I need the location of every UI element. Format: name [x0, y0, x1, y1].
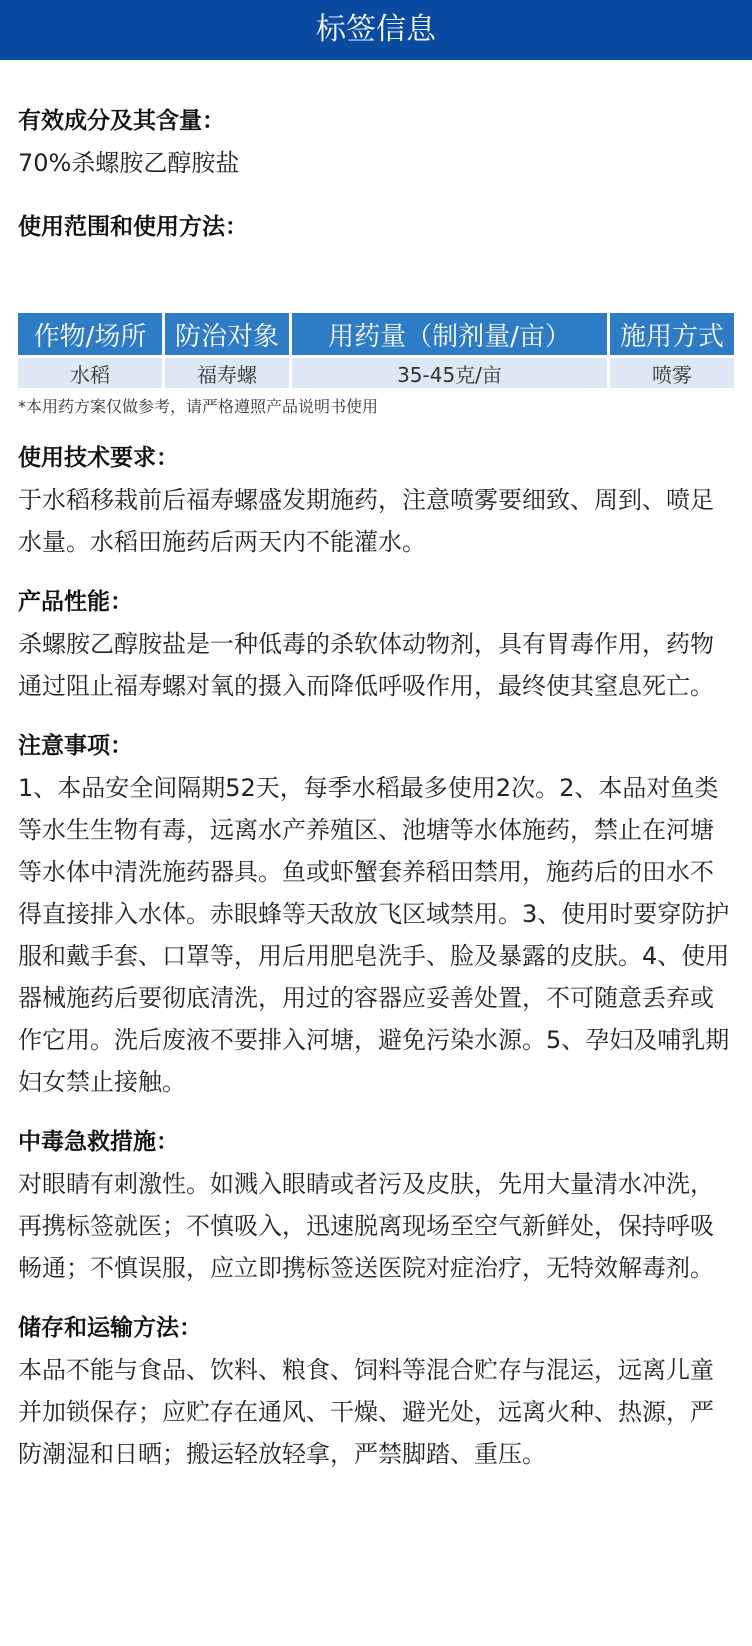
storage-body: 本品不能与食品、饮料、粮食、饲料等混合贮存与混运，远离儿童并加锁保存；应贮存在通风、干燥、避光处，远离火种、热源，严防潮湿和日晒；搬运轻放轻拿，严禁脚踏、重压。: [18, 1356, 714, 1468]
performance-section: [18, 585, 734, 707]
ingredient-title: 有效成分及其含量：: [18, 108, 225, 134]
dose-table: [15, 310, 737, 391]
ingredient-body: 70%杀螺胺乙醇胺盐: [18, 149, 240, 177]
firstaid-section: [18, 1125, 734, 1289]
tech-title: 使用技术要求：: [18, 445, 179, 471]
storage-title: 储存和运输方法：: [18, 1315, 202, 1341]
dose-table-wrapper: [18, 310, 734, 419]
caution-body: 1、本品安全间隔期52天，每季水稻最多使用2次。2、本品对鱼类等水生生物有毒，远离水产养殖区、池塘等水体施药，禁止在河塘等水体中清洗施药器具。鱼或虾蟹套养稻田禁用，施药后的田水不得直接排入水体。赤眼蜂等天敌放飞区域禁用。3、使用时要穿防护服和戴手套、口罩等，用后用肥皂洗手、脸及暴露的皮肤。4、使用器械施药后要彻底清洗，用过的容器应妥善处置，不可随意丢弃或作它用。洗后废液不要排入河塘，避免污染水源。5、孕妇及哺乳期妇女禁止接触。: [18, 774, 730, 1096]
header-dosage: 用药量（制剂量/亩）: [292, 313, 607, 355]
usage-section: [18, 210, 734, 244]
tech-body: 于水稻移栽前后福寿螺盛发期施药，注意喷雾要细致、周到、喷足水量。水稻田施药后两天内不能灌水。: [18, 486, 714, 556]
table-note: *本用药方案仅做参考，请严格遵照产品说明书使用: [18, 397, 379, 416]
cell-target: 福寿螺: [165, 358, 289, 388]
header-crop: 作物/场所: [18, 313, 162, 355]
header-target: 防治对象: [165, 313, 289, 355]
dose-table-header-row: [18, 313, 734, 355]
cell-method: 喷雾: [610, 358, 734, 388]
cell-dosage: 35-45克/亩: [292, 358, 607, 388]
header-method: 施用方式: [610, 313, 734, 355]
cell-crop: 水稻: [18, 358, 162, 388]
tech-section: [18, 441, 734, 563]
performance-title: 产品性能：: [18, 589, 133, 615]
firstaid-body: 对眼睛有刺激性。如溅入眼睛或者污及皮肤，先用大量清水冲洗，再携标签就医；不慎吸入，迅速脱离现场至空气新鲜处，保持呼吸畅通；不慎误服，应立即携标签送医院对症治疗，无特效解毒剂。: [18, 1170, 714, 1282]
label-content: [0, 104, 752, 1475]
caution-section: [18, 729, 734, 1103]
performance-body: 杀螺胺乙醇胺盐是一种低毒的杀软体动物剂，具有胃毒作用，药物通过阻止福寿螺对氧的摄入而降低呼吸作用，最终使其窒息死亡。: [18, 630, 714, 700]
table-row: [18, 358, 734, 388]
usage-title: 使用范围和使用方法：: [18, 214, 248, 240]
page-title: 标签信息: [316, 12, 436, 47]
ingredient-section: [18, 104, 734, 184]
caution-title: 注意事项：: [18, 733, 133, 759]
firstaid-title: 中毒急救措施：: [18, 1129, 179, 1155]
page-header: [0, 0, 752, 60]
storage-section: [18, 1311, 734, 1475]
